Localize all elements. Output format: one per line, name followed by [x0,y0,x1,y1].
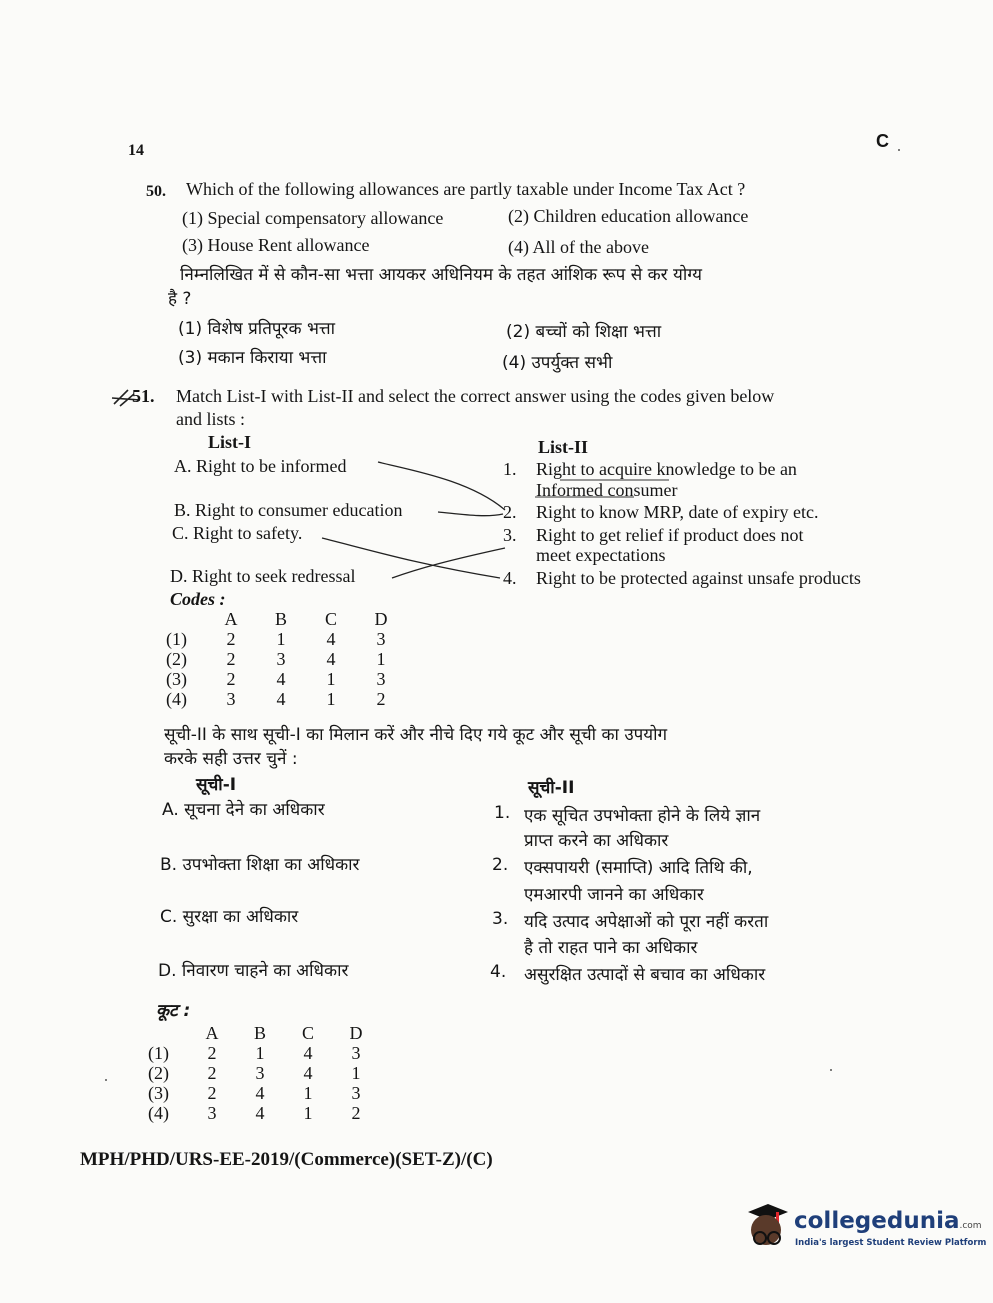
code-option: (4) [148,1103,169,1123]
list2-item: meet expectations [536,545,666,565]
collegedunia-logo [738,1200,987,1260]
list1-hi-item: C. सुरक्षा का अधिकार [160,907,299,927]
q50-option-en: (4) All of the above [508,237,649,257]
code-value: 1 [303,1083,313,1103]
q50-number: 50. [146,183,166,200]
code-value: 2 [207,1063,217,1083]
list2-num: 2. [503,502,517,522]
list1-hi-item: A. सूचना देने का अधिकार [162,800,325,820]
list2-hi-num: 3. [492,909,509,929]
code-value: 4 [255,1103,265,1123]
q50-option-hi: (4) उपर्युक्त सभी [502,353,613,373]
set-letter: C [876,131,889,151]
code-option: (2) [148,1063,169,1083]
code-value: 1 [326,689,336,709]
code-value: 2 [207,1043,217,1063]
code-option: (2) [166,649,187,669]
list1-item: B. Right to consumer education [174,500,403,520]
list2-item: Right to be protected against unsafe products [536,568,861,588]
q51-text-hi: करके सही उत्तर चुनें : [164,749,298,769]
q50-text-hi: निम्नलिखित में से कौन-सा भत्ता आयकर अधिनियम के तहत आंशिक रूप से कर योग्य [180,265,702,285]
logo-suffix: .com [959,1221,982,1231]
list1-hi-item: B. उपभोक्ता शिक्षा का अधिकार [160,855,360,875]
code-value: 1 [326,669,336,689]
codes-row [166,669,406,689]
code-value: 3 [255,1063,265,1083]
list2-hi-item: एक्सपायरी (समाप्ति) आदि तिथि की, [524,858,753,878]
list2-hi-num: 4. [490,962,507,982]
list2-hi-item: एमआरपी जानने का अधिकार [524,885,704,905]
graduate-mascot-icon [738,1200,792,1256]
codes-table-en [166,609,406,709]
list2-num: 1. [503,459,517,479]
code-value: 3 [376,669,386,689]
codes-table-hi [148,1023,380,1123]
list2-hi-num: 1. [494,803,511,823]
codes-header: C [301,1023,314,1043]
code-value: 2 [226,669,236,689]
scan-speck [105,1079,107,1081]
code-value: 1 [303,1103,313,1123]
q51-number: 51. [132,386,155,406]
code-value: 2 [226,649,236,669]
codes-row [148,1103,380,1123]
code-value: 4 [276,689,286,709]
q51-text-hi: सूची-II के साथ सूची-I का मिलान करें और नीचे दिए गये कूट और सूची का उपयोग [164,725,668,745]
list2-num: 3. [503,525,517,545]
code-value: 4 [303,1063,313,1083]
list1-item: A. Right to be informed [174,456,347,476]
code-value: 1 [276,629,286,649]
q51-text-en: Match List-I with List-II and select the correct answer using the codes given below [176,386,775,406]
page-number: 14 [128,142,144,159]
list1-item: D. Right to seek redressal [170,566,356,586]
code-value: 1 [255,1043,265,1063]
list1-hi-heading: सूची-I [196,775,237,795]
q50-option-en: (2) Children education allowance [508,206,749,226]
codes-header: B [274,609,287,629]
code-value: 2 [207,1083,217,1103]
list2-num: 4. [503,568,517,588]
codes-row [148,1083,380,1103]
codes-label: Codes : [170,589,226,609]
code-value: 2 [376,689,386,709]
code-option: (4) [166,689,187,709]
code-value: 3 [207,1103,217,1123]
q50-option-hi: (2) बच्चों को शिक्षा भत्ता [506,322,662,342]
list2-hi-item: एक सूचित उपभोक्ता होने के लिये ज्ञान [524,806,761,826]
codes-row [148,1063,380,1083]
scan-speck [830,1069,832,1071]
list2-item: Right to know MRP, date of expiry etc. [536,502,819,522]
code-value: 3 [351,1043,361,1063]
codes-row [148,1043,380,1063]
code-value: 3 [276,649,286,669]
logo-name: collegedunia [794,1208,960,1234]
list1-heading: List-I [208,432,252,452]
list2-hi-item: है तो राहत पाने का अधिकार [524,938,698,958]
code-value: 4 [326,629,336,649]
code-value: 4 [303,1043,313,1063]
list2-hi-item: यदि उत्पाद अपेक्षाओं को पूरा नहीं करता [524,912,769,932]
code-value: 1 [376,649,386,669]
code-value: 4 [326,649,336,669]
codes-header: D [374,609,388,629]
code-option: (1) [148,1043,169,1063]
logo-tagline: India's largest Student Review Platform [795,1238,987,1248]
code-value: 2 [226,629,236,649]
codes-header: C [324,609,337,629]
code-value: 2 [351,1103,361,1123]
list1-hi-item: D. निवारण चाहने का अधिकार [158,961,349,981]
codes-row [166,649,406,669]
codes-row [166,689,406,709]
codes-header: B [253,1023,266,1043]
list2-hi-heading: सूची-II [528,778,575,798]
code-value: 4 [276,669,286,689]
q50-text-hi: है ? [168,289,192,309]
scan-speck [898,149,900,151]
q50-option-hi: (1) विशेष प्रतिपूरक भत्ता [178,319,336,339]
handwritten-match-lines [300,450,720,590]
codes-header: D [349,1023,363,1043]
code-value: 3 [226,689,236,709]
list1-item: C. Right to safety. [172,523,303,543]
q50-text-en: Which of the following allowances are partly taxable under Income Tax Act ? [186,179,746,199]
list2-item: Informed consumer [536,480,678,500]
list2-hi-item: प्राप्त करने का अधिकार [524,831,669,851]
footer-code: MPH/PHD/URS-EE-2019/(Commerce)(SET-Z)/(C) [80,1149,493,1170]
q50-option-en: (1) Special compensatory allowance [182,208,444,228]
q51-text-en: and lists : [176,409,246,429]
list2-hi-num: 2. [492,855,509,875]
code-option: (3) [148,1083,169,1103]
q50-option-en: (3) House Rent allowance [182,235,370,255]
q50-option-hi: (3) मकान किराया भत्ता [178,348,327,368]
list2-heading: List-II [538,437,589,457]
code-value: 3 [351,1083,361,1103]
code-option: (3) [166,669,187,689]
codes-hi-label: कूट : [156,1001,191,1021]
codes-row [166,629,406,649]
list2-item: Right to acquire knowledge to be an [536,459,797,479]
codes-header: A [205,1023,219,1043]
codes-header: A [224,609,238,629]
code-option: (1) [166,629,187,649]
code-value: 4 [255,1083,265,1103]
list2-hi-item: असुरक्षित उत्पादों से बचाव का अधिकार [524,965,766,985]
code-value: 1 [351,1063,361,1083]
list2-item: Right to get relief if product does not [536,525,804,545]
code-value: 3 [376,629,386,649]
